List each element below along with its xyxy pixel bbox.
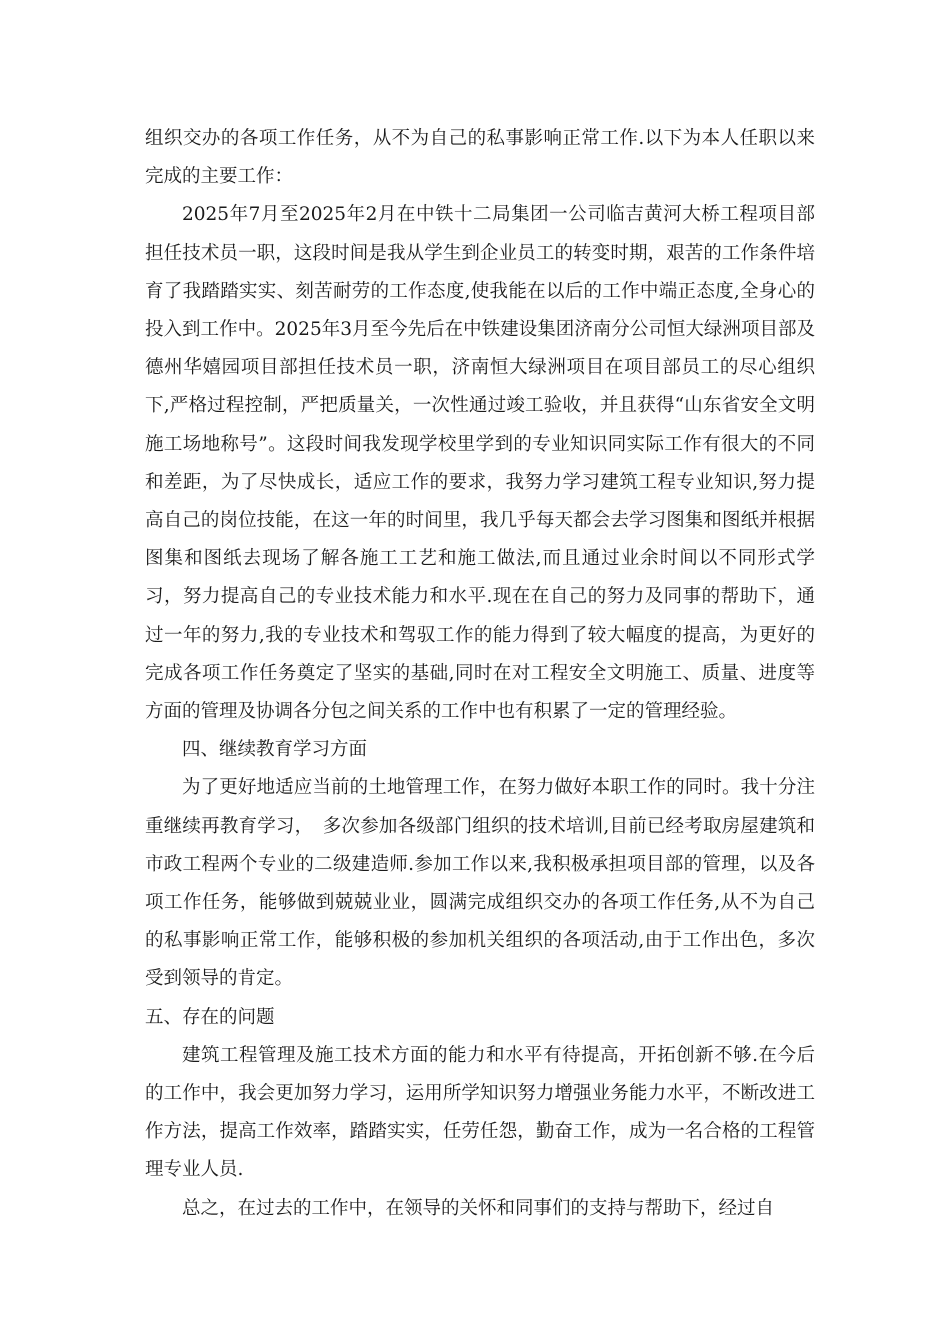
paragraph-continuing-education: 为了更好地适应当前的土地管理工作，在努力做好本职工作的同时。我十分注重继续再教育学习， 多次参加各级部门组织的技术培训,目前已经考取房屋建筑和市政工程两个专业的二级建造师.参加工作以来,我积极承担项目部的管理，以及各项工作任务，能够做到兢兢业业，圆满完成组织交办的各项工作任务,从不为自己的私事影响正常工作，能够积极的参加机关组织的各项活动,由于工作出色，多次受到领导的肯定。	[145, 777, 815, 990]
section-heading-continuing-education: 四、继续教育学习方面	[182, 739, 368, 761]
section-heading-existing-problems: 五、存在的问题	[145, 1006, 275, 1028]
paragraph-conclusion: 总之，在过去的工作中，在领导的关怀和同事们的支持与帮助下，经过自	[182, 1197, 775, 1219]
document-body	[145, 120, 815, 1228]
paragraph-work-intro: 组织交办的各项工作任务，从不为自己的私事影响正常工作.以下为本人任职以来完成的主要工作：	[145, 128, 815, 188]
paragraph-existing-problems: 建筑工程管理及施工技术方面的能力和水平有待提高，开拓创新不够.在今后的工作中，我会更加努力学习，运用所学知识努力增强业务能力水平，不断改进工作方法，提高工作效率，踏踏实实，任劳任怨，勤奋工作，成为一名合格的工程管理专业人员.	[145, 1044, 815, 1181]
paragraph-work-history: 2025年7月至2025年2月在中铁十二局集团一公司临吉黄河大桥工程项目部担任技术员一职，这段时间是我从学生到企业员工的转变时期，艰苦的工作条件培育了我踏踏实实、刻苦耐劳的工作态度,使我能在以后的工作中端正态度,全身心的投入到工作中。2025年3月至今先后在中铁建设集团济南分公司恒大绿洲项目部及德州华嬉园项目部担任技术员一职，济南恒大绿洲项目在项目部员工的尽心组织下,严格过程控制，严把质量关，一次性通过竣工验收，并且获得“山东省安全文明施工场地称号”。这段时间我发现学校里学到的专业知识同实际工作有很大的不同和差距，为了尽快成长，适应工作的要求，我努力学习建筑工程专业知识,努力提高自己的岗位技能，在这一年的时间里，我几乎每天都会去学习图集和图纸并根据图集和图纸去现场了解各施工工艺和施工做法,而且通过业余时间以不同形式学习，努力提高自己的专业技术能力和水平.现在在自己的努力及同事的帮助下，通过一年的努力,我的专业技术和驾驭工作的能力得到了较大幅度的提高，为更好的完成各项工作任务奠定了坚实的基础,同时在对工程安全文明施工、质量、进度等方面的管理及协调各分包之间关系的工作中也有积累了一定的管理经验。	[145, 204, 815, 723]
